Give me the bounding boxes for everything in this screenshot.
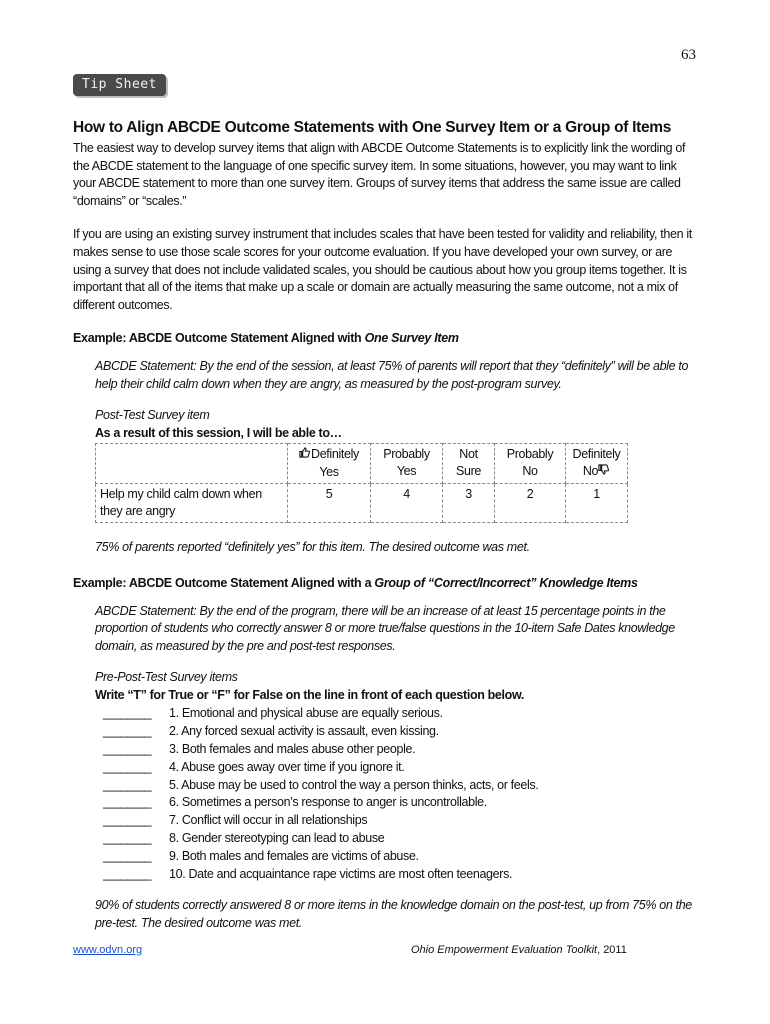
column-label: Yes xyxy=(396,464,417,479)
question-text: 5. Abuse may be used to control the way a person thinks, acts, or feels. xyxy=(169,777,539,792)
scales-paragraph: If you are using an existing survey instrument that includes scales that have been tested for validity and reliability, then it makes sense to use those scale scores for your outcome evaluation. If you have developed your own survey, or are using a survey that does not include validated scales, you should be cautious about how you group items together. It is important that all of the items that make up a scale or domain are actually measuring the same outcome, not a mix of different outcomes. xyxy=(73,227,692,312)
column-probably-yes xyxy=(371,444,443,484)
answer-blank: ________ xyxy=(103,848,151,863)
column-definitely-yes xyxy=(288,444,371,484)
question-text: 3. Both females and males abuse other people. xyxy=(169,742,416,757)
example2-instruction: Write “T” for True or “F” for False on the line in front of each question below. xyxy=(95,687,524,702)
row-value: 1 xyxy=(566,484,628,523)
intro-paragraph: The easiest way to develop survey items that align with ABCDE Outcome Statements is to explicitly link the wording of the ABCDE statement to the language of one specific survey item. In some situations, however, you may want to link your ABCDE statement to more than one survey item. Groups of survey items that address the same issue are called “domains” or “scales.” xyxy=(73,141,686,208)
list-item xyxy=(95,812,698,830)
answer-blank: ________ xyxy=(103,724,151,739)
column-label: No xyxy=(522,464,538,479)
answer-blank: ________ xyxy=(103,706,151,721)
question-text: 4. Abuse goes away over time if you ignore it. xyxy=(169,759,405,774)
thumbs-down-icon xyxy=(598,464,609,481)
example2-result: 90% of students correctly answered 8 or more items in the knowledge domain on the post-test, up from 75% on the pre-test. The desired outcome was met. xyxy=(95,898,692,931)
thumbs-up-icon xyxy=(299,447,310,464)
footer-credit xyxy=(411,944,627,956)
column-definitely-no xyxy=(566,444,628,484)
column-not-sure xyxy=(443,444,495,484)
example1-body xyxy=(95,358,698,557)
question-text: 9. Both males and females are victims of abuse. xyxy=(169,848,419,863)
answer-blank: ________ xyxy=(103,777,151,792)
column-label: Yes xyxy=(319,465,339,480)
answer-blank: ________ xyxy=(103,866,151,881)
answer-blank: ________ xyxy=(103,813,151,828)
row-label: Help my child calm down when they are angry xyxy=(96,484,288,523)
list-item xyxy=(95,723,698,741)
answer-blank: ________ xyxy=(103,759,151,774)
column-label: Not xyxy=(459,447,478,462)
example1-prompt: As a result of this session, I will be able to… xyxy=(95,425,342,440)
list-item xyxy=(95,848,698,866)
answer-blank: ________ xyxy=(103,742,151,757)
tip-sheet-badge: Tip Sheet xyxy=(73,74,166,96)
example2-body xyxy=(95,603,698,933)
example1-heading xyxy=(73,330,698,348)
main-content xyxy=(73,118,698,933)
footer-credit-title: Ohio Empowerment Evaluation Toolkit xyxy=(411,944,598,956)
answer-blank: ________ xyxy=(103,831,151,846)
list-item xyxy=(95,741,698,759)
column-label: Definitely xyxy=(311,447,359,462)
list-item xyxy=(95,705,698,723)
example2-heading-emphasis: Group of “Correct/Incorrect” Knowledge Items xyxy=(374,575,638,590)
row-value: 5 xyxy=(288,484,371,523)
question-text: 7. Conflict will occur in all relationships xyxy=(169,813,368,828)
example1-result: 75% of parents reported “definitely yes” for this item. The desired outcome was met. xyxy=(95,540,530,555)
column-probably-no xyxy=(495,444,566,484)
example1-heading-emphasis: One Survey Item xyxy=(364,331,459,346)
example2-heading xyxy=(73,575,698,593)
example1-survey-label: Post-Test Survey item xyxy=(95,408,210,423)
example1-heading-prefix: Example: ABCDE Outcome Statement Aligned with xyxy=(73,331,365,346)
list-item xyxy=(95,777,698,795)
column-label: Definitely xyxy=(572,447,621,462)
footer-credit-year: , 2011 xyxy=(597,944,627,956)
question-text: 2. Any forced sexual activity is assault, even kissing. xyxy=(169,724,439,739)
answer-blank: ________ xyxy=(103,795,151,810)
survey-item-table xyxy=(95,443,628,523)
column-label: Probably xyxy=(506,447,554,462)
question-text: 10. Date and acquaintance rape victims are most often teenagers. xyxy=(169,866,513,881)
table-row xyxy=(96,484,628,523)
page-title: How to Align ABCDE Outcome Statements with One Survey Item or a Group of Items xyxy=(73,119,672,136)
list-item xyxy=(95,866,698,884)
column-label: Sure xyxy=(455,464,481,479)
question-list xyxy=(95,705,698,883)
column-label: No xyxy=(582,464,599,479)
table-header-row xyxy=(96,444,628,484)
example2-heading-prefix: Example: ABCDE Outcome Statement Aligned with a xyxy=(73,575,375,590)
example1-statement: ABCDE Statement: By the end of the session, at least 75% of parents will report that they “definitely” will be able to help their child calm down when they are angry, as measured by the post-program survey. xyxy=(95,358,689,391)
table-header-blank xyxy=(96,444,288,484)
page-number: 63 xyxy=(681,47,696,63)
example2-statement: ABCDE Statement: By the end of the program, there will be an increase of at least 15 percentage points in the proportion of students who correctly answer 8 or more true/false questions in the 10-item Safe Dates knowledge domain, as measured by the pre and post-test responses. xyxy=(95,603,675,653)
list-item xyxy=(95,830,698,848)
row-value: 2 xyxy=(495,484,566,523)
footer-website-link[interactable]: www.odvn.org xyxy=(73,944,143,956)
question-text: 6. Sometimes a person’s response to anger is uncontrollable. xyxy=(169,795,487,810)
list-item xyxy=(95,794,698,812)
row-value: 3 xyxy=(443,484,495,523)
question-text: 1. Emotional and physical abuse are equally serious. xyxy=(169,706,443,721)
column-label: Probably xyxy=(383,447,430,462)
question-text: 8. Gender stereotyping can lead to abuse xyxy=(169,831,385,846)
example2-survey-label: Pre-Post-Test Survey items xyxy=(95,670,238,685)
list-item xyxy=(95,759,698,777)
row-value: 4 xyxy=(371,484,443,523)
